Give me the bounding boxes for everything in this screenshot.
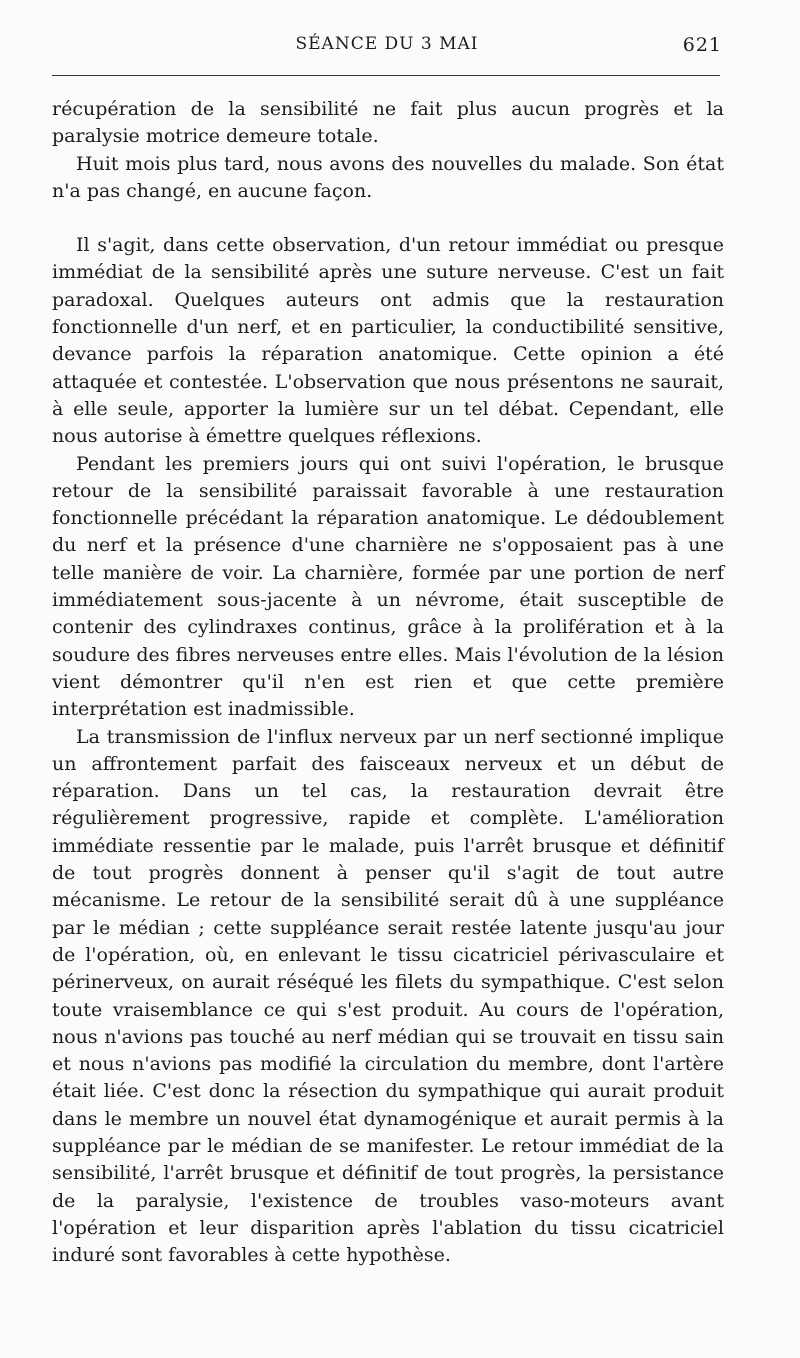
running-head bbox=[52, 34, 722, 62]
paragraph: Pendant les premiers jours qui ont suivi l'opération, le brusque retour de la sensibilité paraissait favorable à une restauration fonctionnelle précédant la réparation anatomique. Le dédoublement du nerf et la présence d'une charnière ne s'opposaient pas à une telle manière de voir. La charnière, formée par une portion de nerf immédiatement sous-jacente à un névrome, était susceptible de contenir des cylindraxes continus, grâce à la prolifération et à la soudure des fibres nerveuses entre elles. Mais l'évolution de la lésion vient démontrer qu'il n'en est rien et que cette première interprétation est inadmissible. bbox=[52, 452, 724, 721]
paragraph: Il s'agit, dans cette observation, d'un retour immédiat ou presque immédiat de la sensibilité après une suture nerveuse. C'est un fait paradoxal. Quelques auteurs ont admis que la restauration fonctionnelle d'un nerf, et en particulier, la conductibilité sensitive, devance parfois la réparation anatomique. Cette opinion a été attaquée et contestée. L'observation que nous présentons ne saurait, à elle seule, apporter la lumière sur un tel débat. Cependant, elle nous autorise à émettre quelques réflexions. bbox=[52, 234, 724, 448]
paragraph: Huit mois plus tard, nous avons des nouvelles du malade. Son état n'a pas changé, en aucune façon. bbox=[52, 152, 724, 202]
paragraph: récupération de la sensibilité ne fait plus aucun progrès et la paralysie motrice demeure totale. bbox=[52, 98, 724, 148]
page-number: 621 bbox=[682, 34, 722, 56]
paragraph: La transmission de l'influx nerveux par un nerf sectionné implique un affrontement parfait des faisceaux nerveux et un début de réparation. Dans un tel cas, la restauration devrait être régulièrement progressive, rapide et complète. L'amélioration immédiate ressentie par le malade, puis l'arrêt brusque et définitif de tout progrès donnent à penser qu'il s'agit de tout autre mécanisme. Le retour de la sensibilité serait dû à une suppléance par le médian ; cette suppléance serait restée latente jusqu'au jour de l'opération, où, en enlevant le tissu cicatriciel périvasculaire et périnerveux, on aurait réséqué les filets du sympathique. C'est selon toute vraisemblance ce qui s'est produit. Au cours de l'opération, nous n'avions pas touché au nerf médian qui se trouvait en tissu sain et nous n'avions pas modifié la circulation du membre, dont l'artère était liée. C'est donc la résection du sympathique qui aurait produit dans le membre un nouvel état dynamogénique et aurait permis à la suppléance par le médian de se manifester. Le retour immédiat de la sensibilité, l'arrêt brusque et définitif de tout progrès, la persistance de la paralysie, l'existence de troubles vaso-moteurs avant l'opération et leur disparition après l'ablation du tissu cicatriciel induré sont favorables à cette hypothèse. bbox=[52, 725, 724, 1267]
running-title: SÉANCE DU 3 MAI bbox=[295, 34, 479, 54]
header-rule bbox=[52, 75, 720, 76]
body-text bbox=[52, 96, 724, 1269]
